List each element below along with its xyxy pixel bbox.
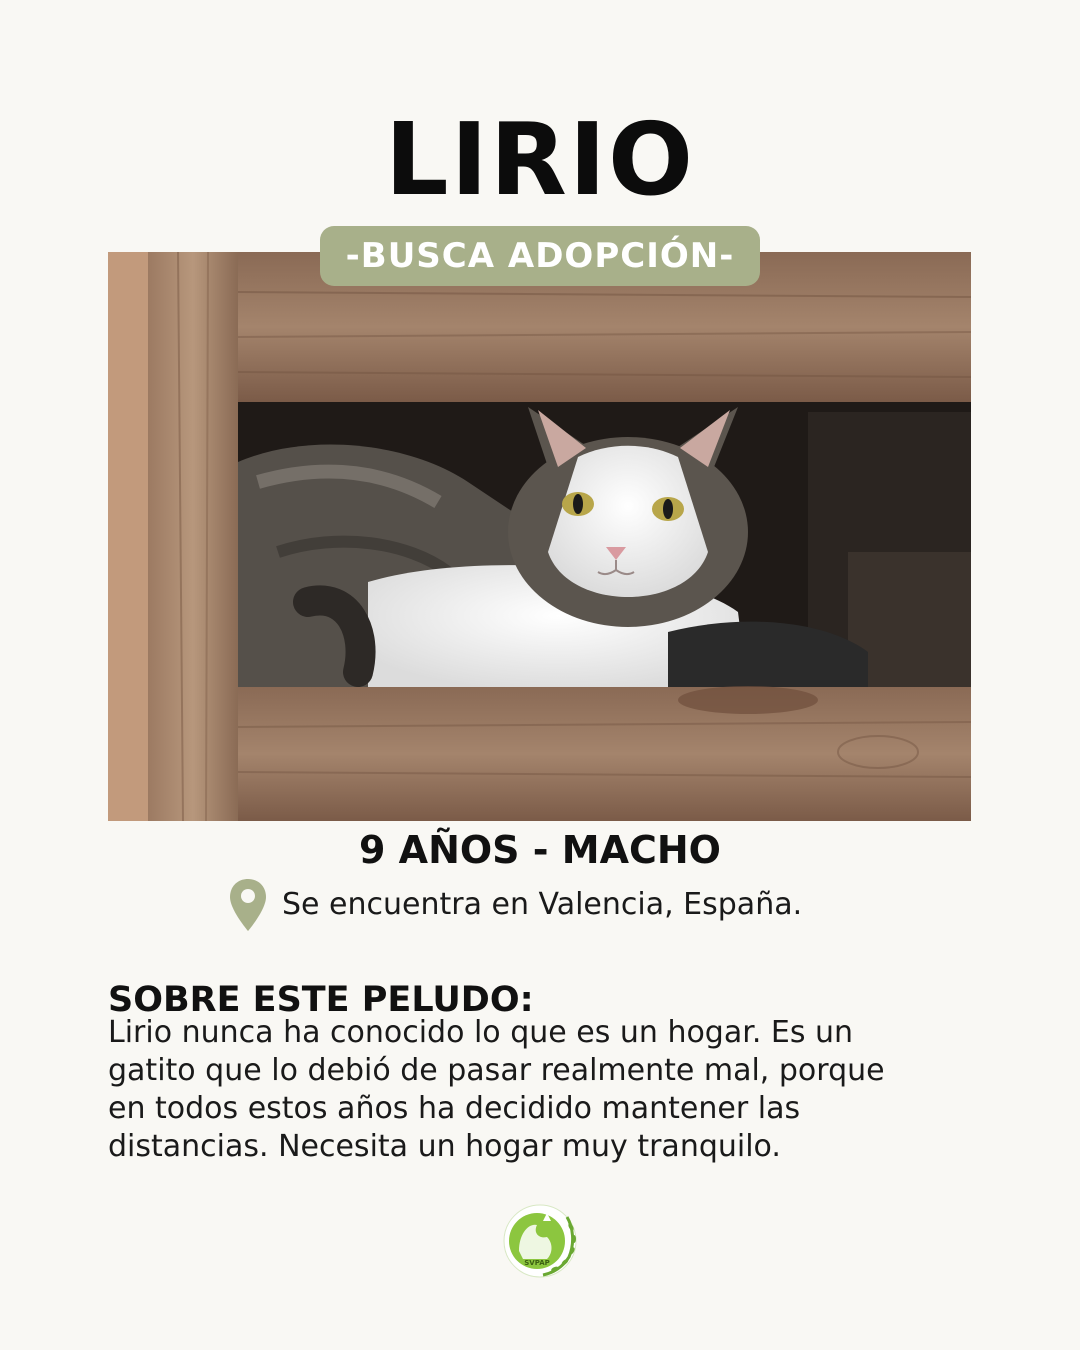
cat-photo [108, 252, 971, 821]
about-line: Lirio nunca ha conocido lo que es un hogar. Es un [108, 1015, 854, 1050]
about-heading: SOBRE ESTE PELUDO: [108, 980, 534, 1020]
about-line: gatito que lo debió de pasar realmente mal, porque [108, 1053, 885, 1088]
pet-name-title: LIRIO [384, 101, 696, 218]
about-description [108, 1014, 978, 1166]
logo-text: SVPAP [524, 1259, 550, 1267]
location-text: Se encuentra en Valencia, España. [282, 887, 803, 922]
map-pin-icon [228, 877, 268, 933]
about-line: en todos estos años ha decidido mantener las [108, 1091, 801, 1126]
about-line: distancias. Necesita un hogar muy tranquilo. [108, 1129, 781, 1164]
svpap-logo [497, 1203, 583, 1279]
location-row [228, 877, 802, 933]
adoption-badge: -BUSCA ADOPCIÓN- [320, 226, 760, 286]
age-sex-label: 9 AÑOS - MACHO [358, 828, 721, 872]
